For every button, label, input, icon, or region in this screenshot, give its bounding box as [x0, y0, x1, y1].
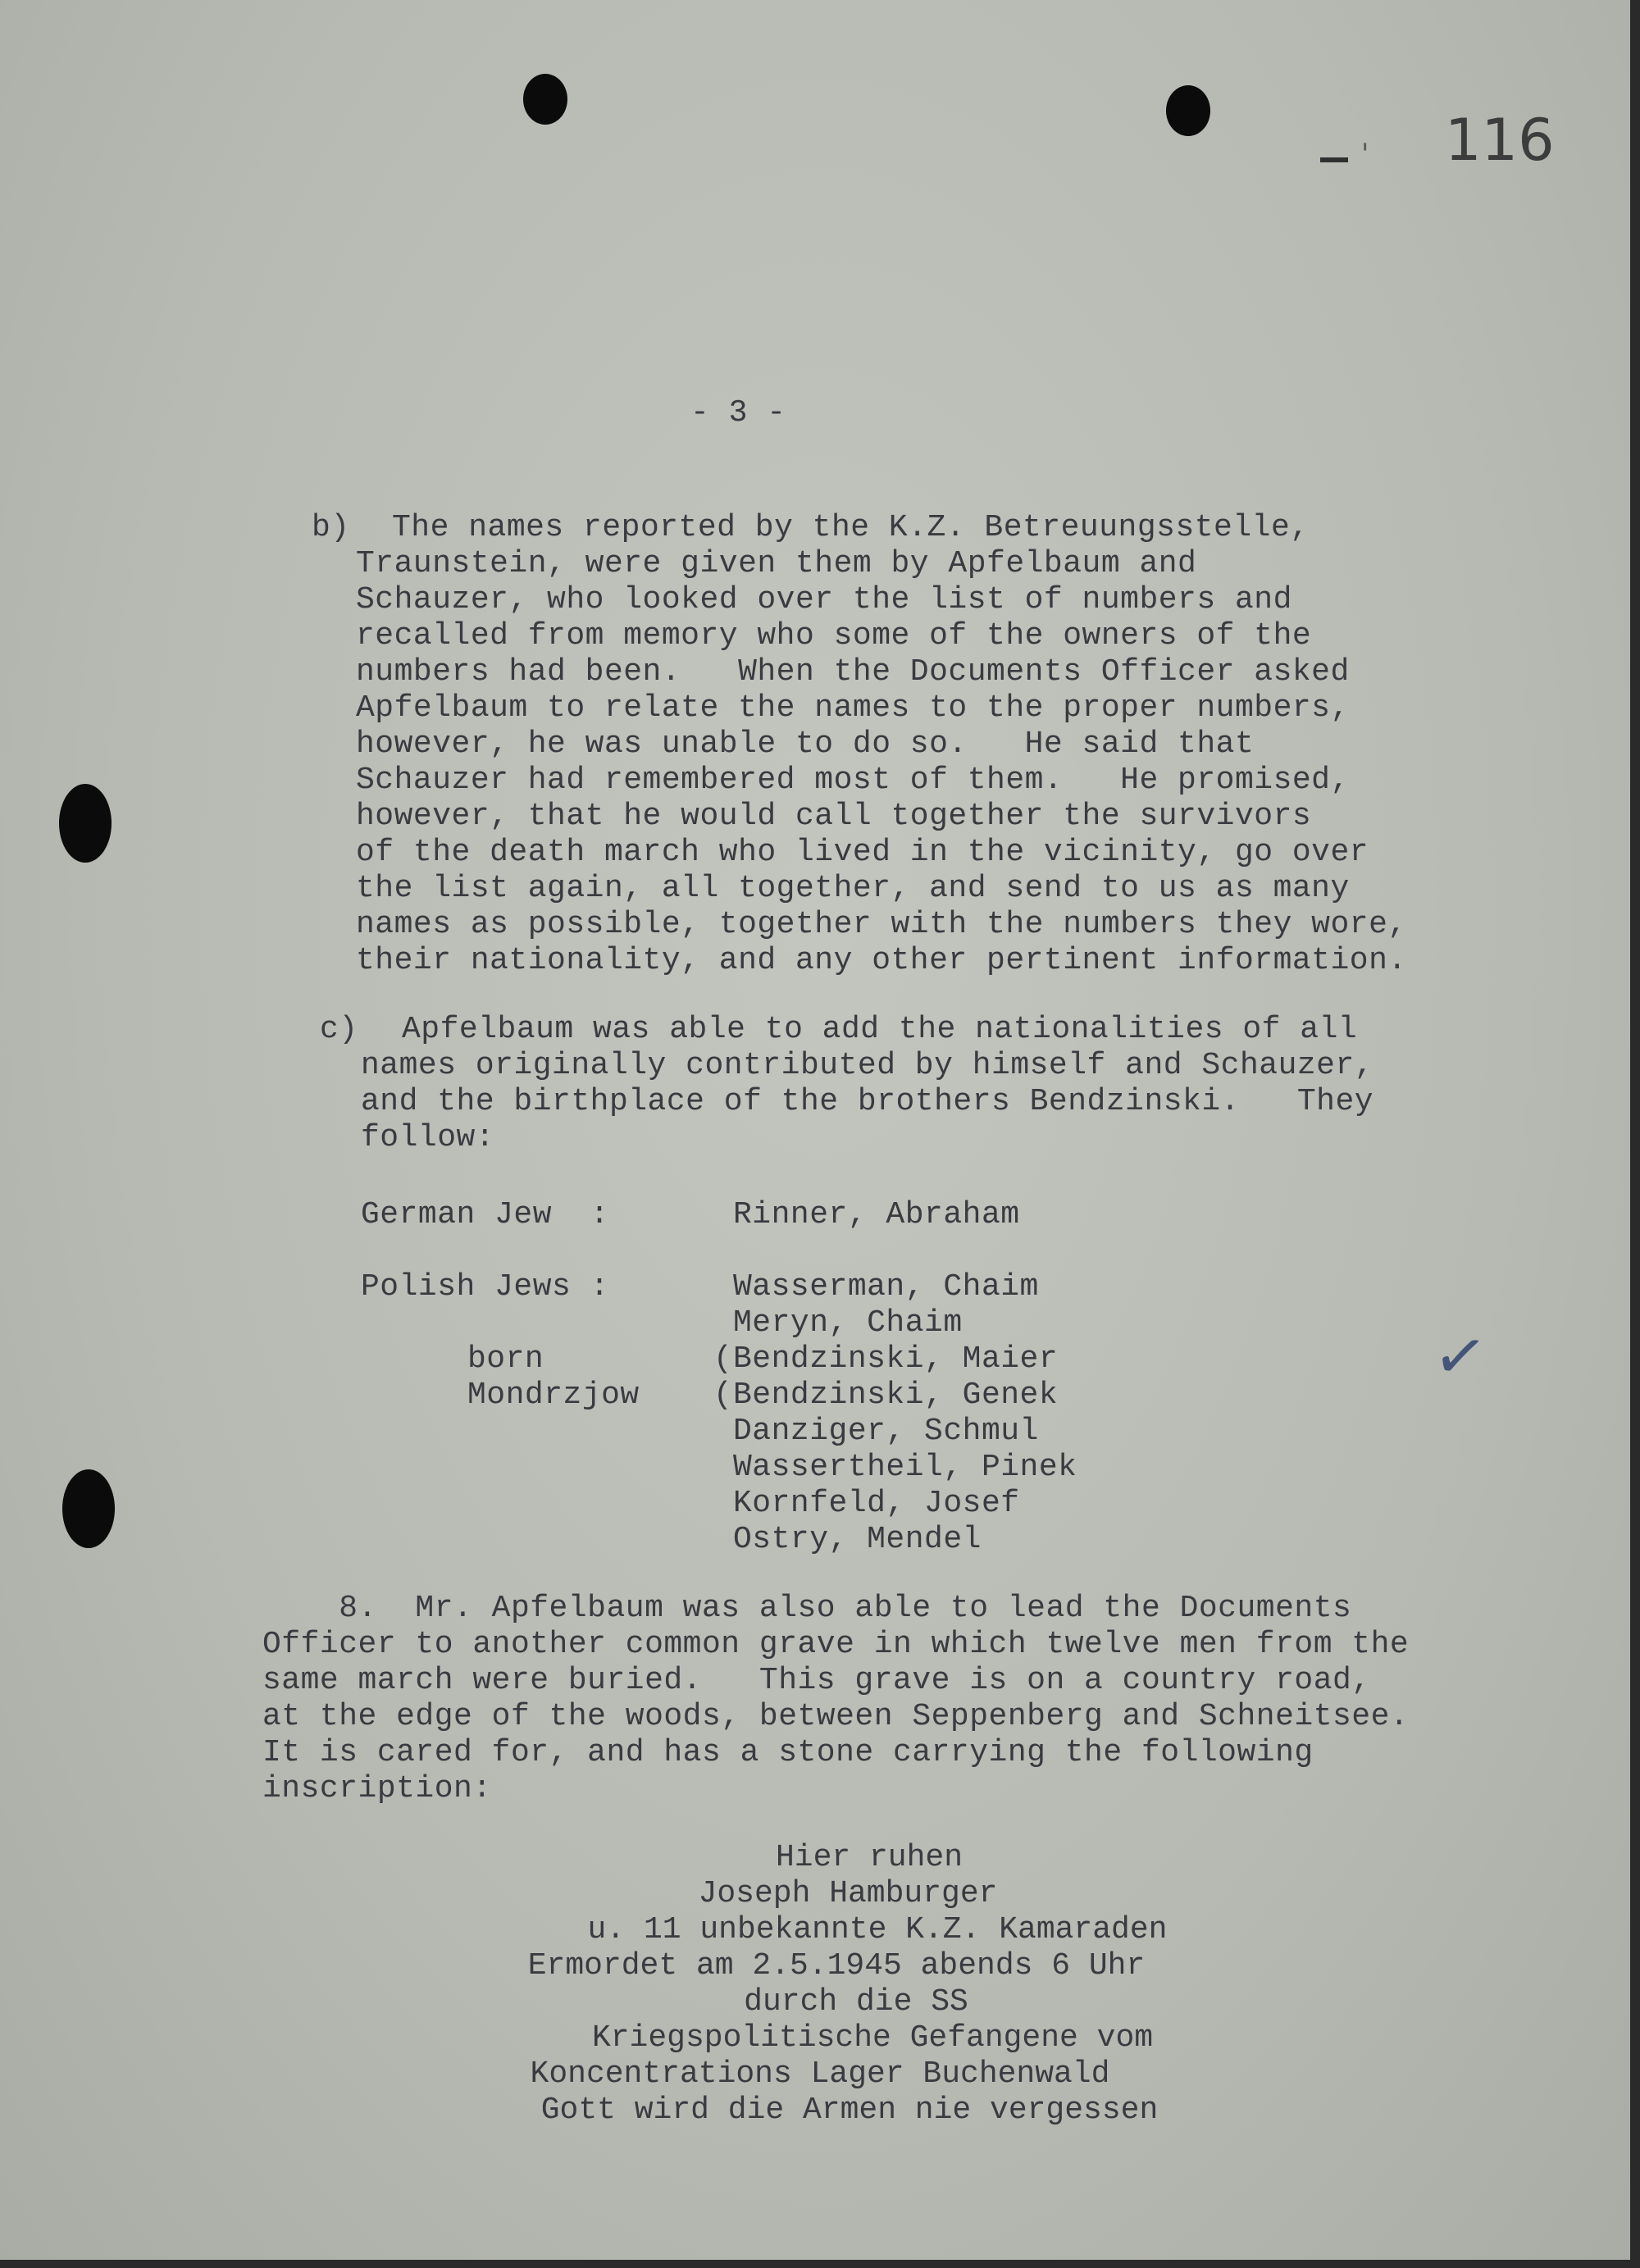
list-item: Wasserman, Chaim [733, 1269, 1039, 1305]
para-b-line: of the death march who lived in the vicinity, go over [356, 835, 1369, 870]
para-b-line: Traunstein, were given them by Apfelbaum and [356, 546, 1197, 581]
para-b-label: b) [312, 510, 350, 545]
para-b-line: Schauzer, who looked over the list of numbers and [356, 582, 1292, 617]
inscription-line: Gott wird die Armen nie vergessen [540, 2093, 1159, 2128]
inscription-line: durch die SS [744, 1984, 968, 2020]
para-b-line: names as possible, together with the numbers they wore, [356, 907, 1407, 942]
para-c-line: names originally contributed by himself and Schauzer, [361, 1048, 1374, 1083]
para-c-line: follow: [361, 1120, 495, 1155]
checkmark-icon: ✓ [1428, 1316, 1492, 1398]
born-label: born [467, 1341, 544, 1377]
scan-edge-bottom [0, 2260, 1640, 2268]
para-8-line: It is cared for, and has a stone carrying the following [262, 1735, 1314, 1770]
para-8-line: at the edge of the woods, between Seppenberg and Schneitsee. [262, 1699, 1410, 1734]
page-number-dash [1320, 157, 1348, 162]
list-item: Wassertheil, Pinek [733, 1450, 1077, 1485]
list-item: Ostry, Mendel [733, 1522, 982, 1557]
bracket-mark: ( [713, 1378, 732, 1413]
para-c-line: and the birthplace of the brothers Bendzinski. They [361, 1084, 1374, 1119]
list-item: Bendzinski, Maier [733, 1341, 1059, 1377]
para-b-line: however, that he would call together the survivors [356, 799, 1312, 834]
bracket-mark: ( [713, 1341, 732, 1377]
polish-jews-label: Polish Jews : [361, 1269, 609, 1305]
para-b-line: Apfelbaum to relate the names to the proper numbers, [356, 690, 1350, 726]
para-8-line: same march were buried. This grave is on a country road, [262, 1663, 1371, 1698]
para-b-line: Schauzer had remembered most of them. He promised, [356, 763, 1350, 798]
page-number: 116 [1445, 107, 1555, 174]
page-number-tick: ' [1361, 138, 1369, 171]
born-place: Mondrzjow [467, 1378, 640, 1413]
para-b-line: however, he was unable to do so. He said that [356, 726, 1255, 762]
inscription-line: u. 11 unbekannte K.Z. Kamaraden [587, 1912, 1168, 1947]
inscription-line: Kriegspolitische Gefangene vom [591, 2020, 1154, 2056]
para-b-line: the list again, all together, and send to us as many [356, 871, 1350, 906]
list-item: Bendzinski, Genek [733, 1378, 1059, 1413]
punch-hole-top-left [523, 74, 567, 125]
german-jew-name: Rinner, Abraham [733, 1197, 1020, 1232]
sheet-number: - 3 - [690, 395, 786, 430]
list-item: Meryn, Chaim [733, 1305, 963, 1341]
inscription-line: Joseph Hamburger [698, 1876, 998, 1911]
para-c-label: c) [320, 1012, 358, 1047]
para-b-line: recalled from memory who some of the owners of the [356, 618, 1312, 654]
para-c-line: Apfelbaum was able to add the nationalities of all [402, 1012, 1358, 1047]
para-8-line: 8. Mr. Apfelbaum was also able to lead the Documents [262, 1591, 1352, 1626]
inscription-line: Ermordet am 2.5.1945 abends 6 Uhr [527, 1948, 1146, 1983]
para-8-line: inscription: [262, 1771, 492, 1806]
inscription-line: Hier ruhen [775, 1840, 963, 1875]
inscription-line: Koncentrations Lager Buchenwald [530, 2056, 1110, 2092]
punch-hole-side-upper [59, 784, 112, 863]
punch-hole-side-lower [62, 1469, 115, 1548]
german-jew-label: German Jew : [361, 1197, 609, 1232]
list-item: Kornfeld, Josef [733, 1486, 1020, 1521]
list-item: Danziger, Schmul [733, 1414, 1039, 1449]
para-8-line: Officer to another common grave in which twelve men from the [262, 1627, 1410, 1662]
para-b-line: their nationality, and any other pertinent information. [356, 943, 1407, 978]
para-b-line: The names reported by the K.Z. Betreuungsstelle, [392, 510, 1310, 545]
para-b-line: numbers had been. When the Documents Officer asked [356, 654, 1350, 690]
punch-hole-top-right [1166, 85, 1210, 136]
